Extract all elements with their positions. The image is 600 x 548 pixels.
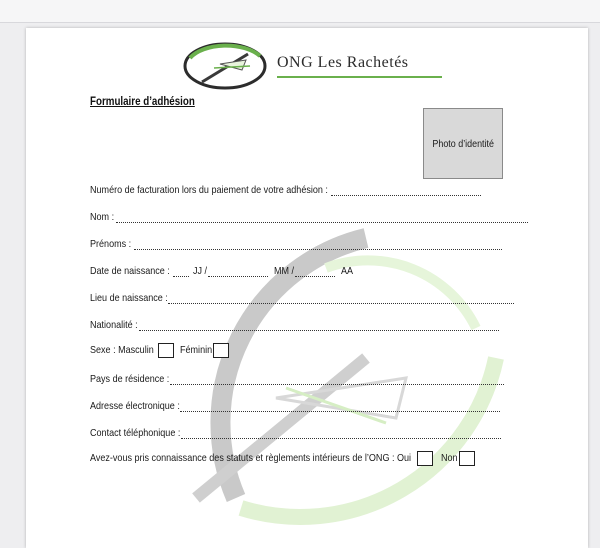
nationalite-field[interactable] [90, 317, 499, 331]
billing-number-label: Numéro de facturation lors du paiement de votre adhésion : [90, 184, 328, 196]
year-label: AA [341, 265, 354, 277]
pays-residence-line[interactable] [170, 373, 504, 385]
sexe-field [90, 341, 229, 359]
photo-placeholder [423, 108, 503, 179]
month-label: MM / [274, 265, 295, 277]
statuts-question-label: Avez-vous pris connaissance des statuts et règlements intérieurs de l’ONG : Oui [90, 452, 412, 464]
feminin-label: Féminin [180, 344, 213, 356]
document-page [26, 28, 588, 548]
nationalite-line[interactable] [139, 319, 499, 331]
non-checkbox[interactable] [459, 451, 475, 466]
photo-label: Photo d’identité [432, 137, 494, 150]
adresse-electronique-field[interactable] [90, 398, 500, 412]
day-label: JJ / [192, 265, 207, 277]
statuts-field [90, 449, 475, 467]
non-label: Non [441, 452, 458, 464]
date-naissance-field[interactable] [90, 263, 356, 277]
form-title: Formulaire d’adhésion [90, 96, 195, 108]
contact-telephonique-label: Contact téléphonique : [90, 427, 181, 439]
contact-telephonique-field[interactable] [90, 425, 501, 439]
prenoms-field[interactable] [90, 236, 502, 250]
viewer-toolbar [0, 0, 600, 23]
lieu-naissance-label: Lieu de naissance : [90, 292, 168, 304]
sexe-label: Sexe : Masculin [90, 344, 154, 356]
adresse-electronique-label: Adresse électronique : [90, 400, 180, 412]
ong-logo [180, 38, 270, 93]
adresse-electronique-line[interactable] [180, 400, 500, 412]
organization-name: ONG Les Rachetés [277, 54, 409, 71]
organization-underline [277, 76, 442, 78]
oui-checkbox[interactable] [417, 451, 433, 466]
pays-residence-field[interactable] [90, 371, 504, 385]
month-line[interactable] [208, 265, 268, 277]
nom-label: Nom : [90, 211, 115, 223]
nom-line[interactable] [116, 211, 528, 223]
day-line[interactable] [173, 265, 189, 277]
billing-number-field[interactable] [90, 182, 481, 196]
masculin-checkbox[interactable] [158, 343, 174, 358]
billing-number-line[interactable] [331, 184, 481, 196]
nom-field[interactable] [90, 209, 528, 223]
prenoms-label: Prénoms : [90, 238, 132, 250]
lieu-naissance-line[interactable] [168, 292, 514, 304]
date-naissance-label: Date de naissance : [90, 265, 170, 277]
prenoms-line[interactable] [134, 238, 502, 250]
year-line[interactable] [295, 265, 335, 277]
lieu-naissance-field[interactable] [90, 290, 514, 304]
feminin-checkbox[interactable] [213, 343, 229, 358]
pays-residence-label: Pays de résidence : [90, 373, 170, 385]
nationalite-label: Nationalité : [90, 319, 138, 331]
contact-telephonique-line[interactable] [181, 427, 501, 439]
